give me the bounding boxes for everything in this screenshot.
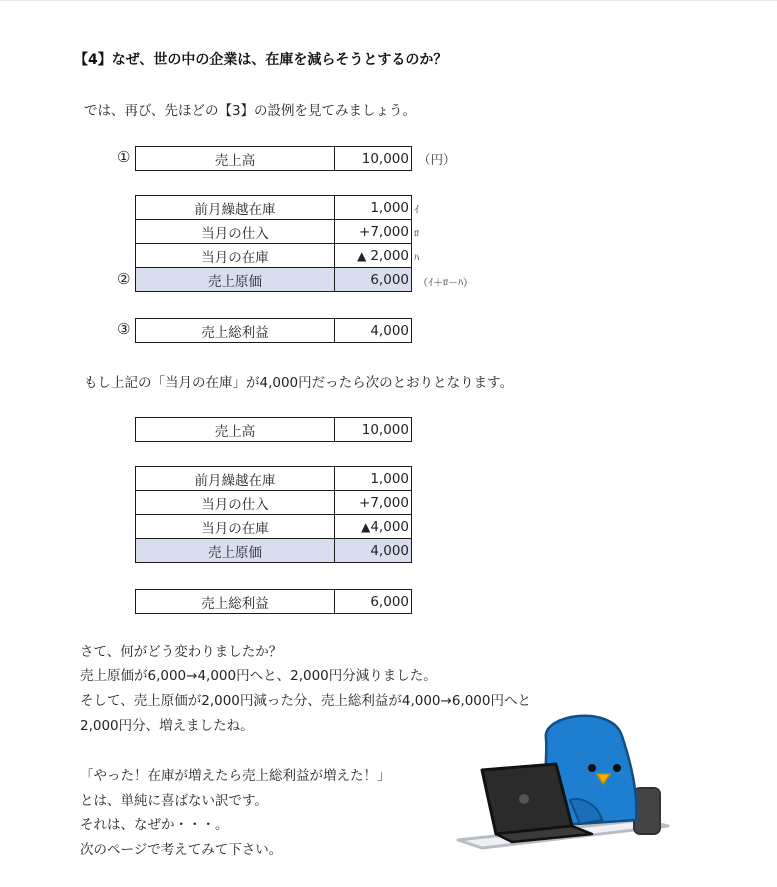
triangle-icon: ▲	[357, 248, 367, 263]
sales-value: 10,000	[335, 418, 412, 442]
cost-value: 1,000	[335, 196, 412, 220]
sales-label: 売上高	[136, 147, 335, 171]
para1-line1: さて、何がどう変わりましたか？	[80, 644, 283, 660]
intro-text: では、再び、先ほどの【3】の設例を見てみましょう。	[84, 103, 417, 119]
inventory-amount: 4,000	[370, 518, 409, 535]
para1-line4: 2,000円分、増えましたね。	[80, 718, 254, 734]
gross-value: 6,000	[335, 590, 412, 614]
cogs-value: 4,000	[335, 539, 412, 563]
circle-1: ①	[117, 148, 131, 166]
para2-line4: 次のページで考えてみて下さい。	[80, 842, 283, 858]
para1-line2: 売上原価が6,000→4,000円へと、2,000円分減りました。	[80, 668, 437, 684]
circle-3: ③	[117, 320, 131, 338]
inventory-amount: 2,000	[370, 247, 409, 264]
gross-table-2	[135, 589, 412, 614]
section-heading: 【4】なぜ、世の中の企業は、在庫を減らそうとするのか？	[74, 52, 448, 68]
cogs-value: 6,000	[335, 268, 412, 292]
inventory-value-2	[335, 515, 412, 539]
sales-label: 売上高	[136, 418, 335, 442]
cogs-label: 売上原価	[136, 539, 335, 563]
gross-label: 売上総利益	[136, 319, 335, 343]
cost-label: 前月繰越在庫	[136, 467, 335, 491]
para2-line3: それは、なぜか・・・。	[80, 817, 229, 833]
cost-value: +7,000	[335, 220, 412, 244]
para1-line3: そして、売上原価が2,000円減った分、売上総利益が4,000→6,000円へと	[80, 693, 531, 709]
cogs-label: 売上原価	[136, 268, 335, 292]
sales-table-2	[135, 417, 412, 442]
para2-line2: とは、単純に喜ばない訳です。	[80, 793, 268, 809]
circle-2: ②	[117, 270, 131, 288]
para2-line1: 「やった！在庫が増えたら売上総利益が増えた！」	[80, 768, 391, 784]
cost-label: 当月の在庫	[136, 244, 335, 268]
cost-label: 当月の仕入	[136, 491, 335, 515]
gross-label: 売上総利益	[136, 590, 335, 614]
inventory-value-1	[335, 244, 412, 268]
cost-table-2	[135, 466, 412, 563]
sales-value: 10,000	[335, 147, 412, 171]
cost-value: 1,000	[335, 467, 412, 491]
triangle-icon: ▲	[361, 519, 371, 534]
mark-i: ｲ	[414, 205, 419, 216]
cost-value: +7,000	[335, 491, 412, 515]
top-border	[0, 0, 777, 1]
mark-ro: ﾛ	[414, 229, 419, 240]
cost-label: 当月の在庫	[136, 515, 335, 539]
formula-note: （ｲ＋ﾛ－ﾊ）	[418, 278, 473, 289]
gross-table-1	[135, 318, 412, 343]
penguin-laptop-illustration	[452, 708, 672, 858]
cost-label: 当月の仕入	[136, 220, 335, 244]
cost-label: 前月繰越在庫	[136, 196, 335, 220]
mark-ha: ﾊ	[414, 253, 419, 264]
gross-value: 4,000	[335, 319, 412, 343]
transition-text: もし上記の「当月の在庫」が4,000円だったら次のとおりとなります。	[84, 375, 514, 391]
sales-table-1	[135, 146, 412, 171]
yen-note: （円）	[418, 152, 456, 167]
cost-table-1	[135, 195, 412, 292]
